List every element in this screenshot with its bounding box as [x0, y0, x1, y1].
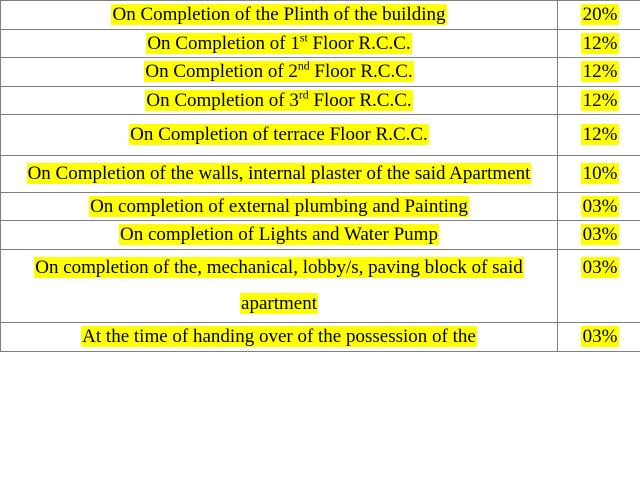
percentage-text: 12%: [582, 61, 618, 83]
table-row: [1, 192, 640, 221]
table-row: [1, 249, 640, 322]
table-body: [1, 1, 640, 352]
milestone-text: On Completion of 1st Floor R.C.C.: [147, 31, 411, 54]
table-row: [1, 323, 640, 352]
milestone-text: At the time of handing over of the possession of the: [82, 326, 476, 348]
percentage-cell: [558, 58, 640, 87]
percentage-cell: [558, 192, 640, 221]
percentage-cell: [558, 221, 640, 250]
percentage-cell: [558, 1, 640, 30]
milestone-cell: [1, 221, 558, 250]
milestone-cell: [1, 58, 558, 87]
milestone-cell: [1, 1, 558, 30]
percentage-cell: [558, 29, 640, 58]
percentage-cell: [558, 155, 640, 192]
table-row: [1, 221, 640, 250]
ordinal-suffix: st: [299, 31, 308, 45]
table-row: [1, 86, 640, 115]
milestone-cell: [1, 155, 558, 192]
milestone-text: On completion of external plumbing and Painting: [90, 195, 468, 217]
milestone-cell: [1, 249, 558, 322]
percentage-cell: [558, 249, 640, 322]
table-row: [1, 29, 640, 58]
percentage-text: 03%: [582, 195, 618, 217]
milestone-text: On Completion of 2nd Floor R.C.C.: [145, 59, 413, 83]
ordinal-suffix: rd: [298, 88, 309, 102]
milestone-cell: [1, 86, 558, 115]
table-row: [1, 58, 640, 87]
milestone-cell: [1, 192, 558, 221]
milestone-cell: [1, 29, 558, 58]
milestone-text: On Completion of terrace Floor R.C.C.: [130, 124, 428, 146]
milestone-text: On Completion of the Plinth of the building: [112, 4, 446, 25]
ordinal-suffix: nd: [297, 59, 310, 73]
table-row: [1, 1, 640, 30]
table-row: [1, 155, 640, 192]
milestone-text: On completion of the, mechanical, lobby/s, paving block of said apartment: [35, 256, 523, 315]
percentage-cell: [558, 115, 640, 156]
percentage-text: 20%: [582, 4, 618, 25]
percentage-text: 12%: [582, 89, 618, 111]
percentage-text: 12%: [582, 124, 618, 146]
milestone-text: On completion of Lights and Water Pump: [120, 224, 438, 246]
milestone-text: On Completion of the walls, internal plaster of the said Apartment: [27, 162, 531, 184]
milestone-cell: [1, 323, 558, 352]
percentage-text: 03%: [582, 326, 618, 348]
percentage-text: 03%: [582, 256, 618, 278]
percentage-cell: [558, 323, 640, 352]
percentage-text: 12%: [582, 32, 618, 54]
percentage-cell: [558, 86, 640, 115]
percentage-text: 10%: [582, 162, 618, 184]
table-row: [1, 115, 640, 156]
milestone-cell: [1, 115, 558, 156]
milestone-text: On Completion of 3rd Floor R.C.C.: [146, 88, 412, 111]
percentage-text: 03%: [582, 224, 618, 246]
